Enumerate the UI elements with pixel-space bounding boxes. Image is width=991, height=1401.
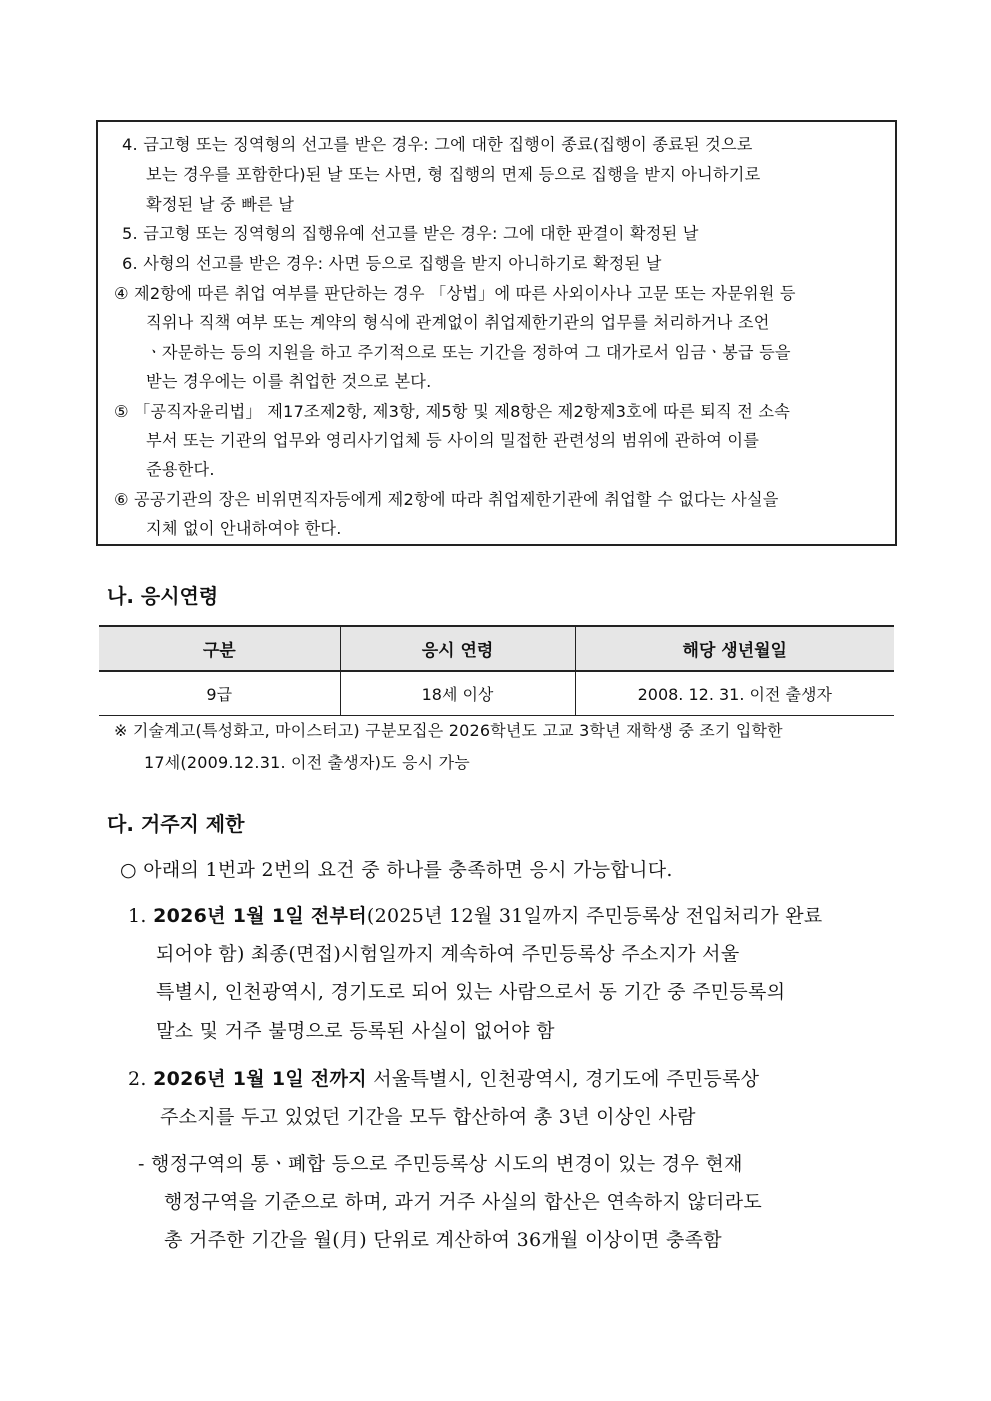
- item2-rest: 서울특별시, 인천광역시, 경기도에 주민등록상: [366, 1068, 760, 1090]
- box-para-5-cont1: 부서 또는 기관의 업무와 영리사기업체 등 사이의 밀접한 관련성의 범위에 관하여 이를: [146, 431, 760, 450]
- residence-item2-line2: 주소지를 두고 있었던 기간을 모두 합산하여 총 3년 이상인 사람: [160, 1106, 696, 1128]
- residence-dash-line1: - 행정구역의 통ㆍ폐합 등으로 주민등록상 시도의 변경이 있는 경우 현재: [138, 1153, 743, 1175]
- residence-dash-line2: 행정구역을 기준으로 하며, 과거 거주 사실의 합산은 연속하지 않더라도: [164, 1191, 763, 1213]
- age-note-line2: 17세(2009.12.31. 이전 출생자)도 응시 가능: [144, 753, 470, 772]
- box-line-4: 4. 금고형 또는 징역형의 선고를 받은 경우: 그에 대한 집행이 종료(집행이 종료된 것으로: [122, 135, 753, 154]
- age-note-line1: ※ 기술계고(특성화고, 마이스터고) 구분모집은 2026학년도 고교 3학년 재학생 중 조기 입학한: [114, 721, 783, 740]
- residence-item2-line1: [128, 1064, 759, 1091]
- cell-grade: 9급: [99, 671, 340, 716]
- age-table: [99, 625, 894, 716]
- box-line-6: 6. 사형의 선고를 받은 경우: 사면 등으로 집행을 받지 아니하기로 확정된 날: [122, 254, 662, 273]
- box-para-4-cont3: 받는 경우에는 이를 취업한 것으로 본다.: [146, 372, 432, 391]
- age-table-header-row: [99, 626, 894, 671]
- box-para-4-cont1: 직위나 직책 여부 또는 계약의 형식에 관계없이 취업제한기관의 업무를 처리하거나 조언: [146, 313, 770, 332]
- header-age: 응시 연령: [340, 626, 575, 671]
- box-para-5: ⑤ 「공직자윤리법」 제17조제2항, 제3항, 제5항 및 제8항은 제2항제3호에 따른 퇴직 전 소속: [114, 402, 791, 421]
- cell-age: 18세 이상: [340, 671, 575, 716]
- item2-number: 2.: [128, 1068, 147, 1090]
- item2-bold-date: 2026년 1월 1일 전까지: [153, 1068, 367, 1090]
- residence-intro: ○ 아래의 1번과 2번의 요건 중 하나를 충족하면 응시 가능합니다.: [120, 859, 673, 881]
- residence-item1-line4: 말소 및 거주 불명으로 등록된 사실이 없어야 함: [156, 1020, 555, 1042]
- section-da-title: 다. 거주지 제한: [107, 812, 245, 836]
- box-line-5: 5. 금고형 또는 징역형의 집행유예 선고를 받은 경우: 그에 대한 판결이 확정된 날: [122, 224, 699, 243]
- box-para-6: ⑥ 공공기관의 장은 비위면직자등에게 제2항에 따라 취업제한기관에 취업할 수 없다는 사실을: [114, 490, 779, 509]
- box-para-4-cont2: ㆍ자문하는 등의 지원을 하고 주기적으로 또는 기간을 정하여 그 대가로서 임금ㆍ봉급 등을: [146, 343, 791, 362]
- item1-rest: (2025년 12월 31일까지 주민등록상 전입처리가 완료: [366, 905, 823, 927]
- box-line-4-cont1: 보는 경우를 포함한다)된 날 또는 사면, 형 집행의 면제 등으로 집행을 받지 아니하기로: [146, 165, 761, 184]
- residence-dash-line3: 총 거주한 기간을 월(月) 단위로 계산하여 36개월 이상이면 충족함: [164, 1229, 722, 1251]
- item1-number: 1.: [128, 905, 147, 927]
- box-para-5-cont2: 준용한다.: [146, 460, 215, 479]
- box-para-4: ④ 제2항에 따른 취업 여부를 판단하는 경우 「상법」에 따른 사외이사나 고문 또는 자문위원 등: [114, 284, 796, 303]
- section-na-title: 나. 응시연령: [107, 584, 219, 608]
- box-para-6-cont1: 지체 없이 안내하여야 한다.: [146, 519, 342, 538]
- residence-item1-line3: 특별시, 인천광역시, 경기도로 되어 있는 사람으로서 동 기간 중 주민등록의: [156, 981, 786, 1003]
- residence-item1-line2: 되어야 함) 최종(면접)시험일까지 계속하여 주민등록상 주소지가 서울: [156, 943, 740, 965]
- header-birthdate: 해당 생년월일: [575, 626, 894, 671]
- residence-item1-line1: [128, 901, 823, 928]
- table-row: [99, 671, 894, 716]
- cell-birthdate: 2008. 12. 31. 이전 출생자: [575, 671, 894, 716]
- item1-bold-date: 2026년 1월 1일 전부터: [153, 905, 367, 927]
- box-line-4-cont2: 확정된 날 중 빠른 날: [146, 195, 295, 214]
- header-category: 구분: [99, 626, 340, 671]
